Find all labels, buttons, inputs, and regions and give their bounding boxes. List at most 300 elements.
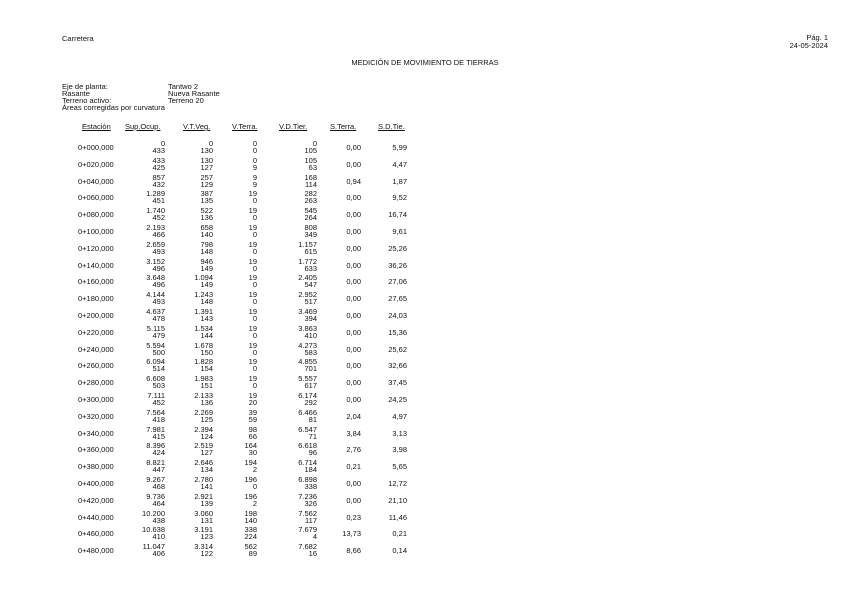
- station-cell: 0+020,000: [78, 159, 114, 169]
- v-d-tier-cell: 105: [304, 155, 317, 165]
- s-terra-cell: 0,00: [346, 327, 361, 337]
- v-t-veg-cell: 3.060: [194, 508, 213, 518]
- station-cell: 0+440,000: [78, 512, 114, 522]
- v-terra-cell: 39: [248, 407, 257, 417]
- table-row: [62, 426, 412, 442]
- table-row: [62, 493, 412, 509]
- v-terra-cell: 19: [248, 273, 257, 283]
- table-row: [62, 342, 412, 358]
- sup-ocup-cell: 9.267: [146, 475, 165, 484]
- v-d-tier-partial-cell: 114: [305, 179, 317, 189]
- sup-ocup-cell: 3.648: [146, 273, 165, 283]
- v-terra-cell: 196: [244, 475, 257, 484]
- sup-ocup-cell: 2.659: [146, 239, 165, 249]
- v-d-tier-cell: 168: [304, 172, 317, 182]
- station-cell: 0+040,000: [78, 176, 114, 186]
- v-terra-partial-cell: 0: [252, 347, 257, 357]
- column-header-v-d-tier: V.D.Tier.: [279, 122, 308, 131]
- v-d-tier-partial-cell: 633: [304, 263, 317, 273]
- sup-ocup-partial-cell: 418: [152, 414, 165, 424]
- v-d-tier-partial-cell: 701: [304, 364, 317, 374]
- v-t-veg-cell: 2.394: [194, 424, 213, 434]
- parameter-note: Áreas corregidas por curvatura: [62, 103, 165, 112]
- sup-ocup-partial-cell: 451: [152, 196, 165, 206]
- v-t-veg-cell: 946: [200, 256, 213, 266]
- sup-ocup-partial-cell: 424: [152, 448, 165, 458]
- v-d-tier-partial-cell: 264: [304, 213, 317, 223]
- v-terra-cell: 196: [244, 491, 257, 501]
- v-terra-cell: 19: [248, 307, 257, 316]
- v-terra-cell: 198: [244, 508, 257, 518]
- v-t-veg-cell: 2.269: [194, 407, 213, 417]
- v-d-tier-cell: 545: [304, 206, 317, 216]
- station-cell: 0+200,000: [78, 311, 114, 320]
- sup-ocup-cell: 4.637: [146, 307, 165, 316]
- v-d-tier-cell: 1.157: [298, 239, 317, 249]
- station-cell: 0+060,000: [78, 193, 114, 203]
- table-row: [62, 207, 412, 223]
- v-terra-cell: 338: [244, 525, 257, 535]
- v-t-veg-partial-cell: 149: [200, 280, 213, 290]
- v-terra-partial-cell: 0: [252, 196, 257, 206]
- v-d-tier-cell: 7.682: [298, 542, 317, 552]
- v-terra-partial-cell: 0: [252, 330, 257, 340]
- sup-ocup-cell: 5.115: [146, 323, 165, 333]
- sup-ocup-partial-cell: 433: [152, 146, 165, 155]
- v-t-veg-partial-cell: 148: [200, 297, 213, 307]
- v-d-tier-partial-cell: 105: [304, 146, 317, 155]
- sup-ocup-cell: 4.144: [146, 290, 165, 300]
- s-terra-cell: 0,00: [346, 210, 361, 220]
- v-d-tier-cell: 7.562: [298, 508, 317, 518]
- station-cell: 0+100,000: [78, 227, 114, 236]
- s-d-tie-cell: 3,98: [392, 445, 407, 455]
- v-d-tier-cell: 6.618: [298, 441, 317, 451]
- v-t-veg-cell: 1.983: [194, 374, 213, 384]
- v-d-tier-cell: 4.855: [298, 357, 317, 367]
- v-t-veg-partial-cell: 134: [200, 465, 213, 475]
- s-d-tie-cell: 5,99: [392, 143, 407, 152]
- v-t-veg-partial-cell: 151: [200, 381, 213, 391]
- station-cell: 0+320,000: [78, 411, 114, 421]
- v-t-veg-cell: 1.534: [194, 323, 213, 333]
- v-t-veg-cell: 2.646: [194, 458, 213, 468]
- v-terra-partial-cell: 0: [252, 381, 257, 391]
- v-terra-cell: 0: [252, 139, 257, 148]
- v-t-veg-partial-cell: 130: [200, 146, 213, 155]
- s-d-tie-cell: 27,06: [388, 277, 407, 287]
- sup-ocup-cell: 9.736: [146, 491, 165, 501]
- v-d-tier-partial-cell: 4: [312, 532, 317, 542]
- sup-ocup-cell: 11.047: [142, 542, 165, 552]
- s-d-tie-cell: 21,10: [388, 495, 407, 505]
- v-t-veg-partial-cell: 149: [200, 263, 213, 273]
- table-row: [62, 274, 412, 290]
- v-t-veg-cell: 387: [200, 189, 213, 199]
- sup-ocup-partial-cell: 432: [152, 179, 165, 189]
- v-t-veg-partial-cell: 125: [200, 414, 213, 424]
- v-t-veg-cell: 658: [200, 223, 213, 232]
- s-d-tie-cell: 16,74: [388, 210, 407, 220]
- v-d-tier-partial-cell: 63: [308, 162, 317, 172]
- v-d-tier-partial-cell: 338: [304, 482, 317, 491]
- v-terra-partial-cell: 140: [244, 515, 257, 525]
- s-d-tie-cell: 1,87: [392, 176, 407, 186]
- v-d-tier-partial-cell: 615: [304, 246, 317, 256]
- v-t-veg-cell: 798: [200, 239, 213, 249]
- table-row: [62, 392, 412, 408]
- v-d-tier-cell: 6.174: [298, 391, 317, 400]
- v-d-tier-cell: 1.772: [298, 256, 317, 266]
- v-t-veg-cell: 257: [200, 172, 213, 182]
- sup-ocup-cell: 10.200: [142, 508, 165, 518]
- sup-ocup-cell: 433: [152, 155, 165, 165]
- v-d-tier-cell: 6.714: [298, 458, 317, 468]
- parameter-value: Tantwo 2: [168, 82, 199, 91]
- v-t-veg-cell: 1.094: [194, 273, 213, 283]
- parameter-label: Terreno activo:: [62, 96, 112, 105]
- v-t-veg-cell: 1.828: [194, 357, 213, 367]
- table-row: [62, 140, 412, 156]
- v-terra-partial-cell: 9: [252, 179, 257, 189]
- v-d-tier-cell: 2.405: [298, 273, 317, 283]
- sup-ocup-partial-cell: 503: [152, 381, 165, 391]
- v-t-veg-cell: 2.133: [194, 391, 213, 400]
- column-header-s-d-tie: S.D.Tie.: [378, 122, 405, 131]
- v-d-tier-partial-cell: 349: [304, 230, 317, 239]
- s-terra-cell: 0,00: [346, 193, 361, 203]
- s-terra-cell: 0,00: [346, 294, 361, 304]
- page-number: Pág. 1: [806, 33, 828, 42]
- v-terra-partial-cell: 0: [252, 297, 257, 307]
- v-t-veg-partial-cell: 148: [200, 246, 213, 256]
- v-d-tier-cell: 6.466: [298, 407, 317, 417]
- s-d-tie-cell: 32,66: [388, 361, 407, 371]
- v-terra-cell: 19: [248, 239, 257, 249]
- v-terra-partial-cell: 20: [248, 398, 257, 407]
- v-t-veg-partial-cell: 135: [200, 196, 213, 206]
- v-d-tier-cell: 7.236: [298, 491, 317, 501]
- column-header-v-terra: V.Terra.: [232, 122, 258, 131]
- s-terra-cell: 0,00: [346, 243, 361, 253]
- station-cell: 0+280,000: [78, 378, 114, 388]
- v-t-veg-partial-cell: 150: [200, 347, 213, 357]
- sup-ocup-partial-cell: 514: [152, 364, 165, 374]
- v-d-tier-partial-cell: 517: [304, 297, 317, 307]
- v-terra-partial-cell: 0: [252, 263, 257, 273]
- v-d-tier-cell: 6.898: [298, 475, 317, 484]
- v-t-veg-partial-cell: 136: [200, 398, 213, 407]
- sup-ocup-cell: 8.821: [146, 458, 165, 468]
- v-d-tier-cell: 3.469: [298, 307, 317, 316]
- s-d-tie-cell: 24,03: [388, 311, 407, 320]
- s-terra-cell: 0,00: [346, 260, 361, 270]
- v-terra-cell: 19: [248, 290, 257, 300]
- v-d-tier-partial-cell: 117: [305, 515, 317, 525]
- sup-ocup-partial-cell: 438: [152, 515, 165, 525]
- sup-ocup-partial-cell: 496: [152, 280, 165, 290]
- sup-ocup-partial-cell: 410: [152, 532, 165, 542]
- s-terra-cell: 0,00: [346, 495, 361, 505]
- v-d-tier-partial-cell: 263: [304, 196, 317, 206]
- parameter-value: Nueva Rasante: [168, 89, 220, 98]
- parameter-label: Eje de planta:: [62, 82, 108, 91]
- s-d-tie-cell: 4,47: [392, 159, 407, 169]
- sup-ocup-partial-cell: 496: [152, 263, 165, 273]
- v-t-veg-cell: 1.243: [194, 290, 213, 300]
- report-date: 24-05-2024: [789, 41, 828, 50]
- v-t-veg-cell: 1.678: [194, 340, 213, 350]
- s-d-tie-cell: 4,97: [392, 411, 407, 421]
- v-d-tier-cell: 282: [304, 189, 317, 199]
- v-d-tier-partial-cell: 184: [304, 465, 317, 475]
- sup-ocup-partial-cell: 452: [152, 213, 165, 223]
- s-terra-cell: 8,66: [346, 546, 361, 556]
- s-d-tie-cell: 3,13: [392, 428, 407, 438]
- s-d-tie-cell: 5,65: [392, 462, 407, 472]
- station-cell: 0+360,000: [78, 445, 114, 455]
- v-t-veg-partial-cell: 122: [200, 549, 213, 559]
- v-terra-cell: 19: [248, 189, 257, 199]
- station-cell: 0+340,000: [78, 428, 114, 438]
- s-d-tie-cell: 24,25: [388, 395, 407, 404]
- s-terra-cell: 2,04: [346, 411, 361, 421]
- sup-ocup-partial-cell: 464: [152, 498, 165, 508]
- document-name: Carretera: [62, 34, 94, 43]
- table-row: [62, 476, 412, 492]
- v-t-veg-partial-cell: 129: [200, 179, 213, 189]
- column-header-v-t-veg: V.T.Veg.: [183, 122, 211, 131]
- sup-ocup-partial-cell: 452: [152, 398, 165, 407]
- v-terra-cell: 19: [248, 374, 257, 384]
- v-d-tier-cell: 5.557: [298, 374, 317, 384]
- table-row: [62, 241, 412, 257]
- v-terra-cell: 19: [248, 256, 257, 266]
- v-terra-partial-cell: 0: [252, 314, 257, 323]
- v-t-veg-partial-cell: 124: [200, 431, 213, 441]
- sup-ocup-cell: 1.740: [146, 206, 165, 216]
- station-cell: 0+120,000: [78, 243, 114, 253]
- v-terra-partial-cell: 66: [248, 431, 257, 441]
- sup-ocup-cell: 7.111: [147, 391, 165, 400]
- table-row: [62, 190, 412, 206]
- v-terra-cell: 98: [248, 424, 257, 434]
- sup-ocup-partial-cell: 500: [152, 347, 165, 357]
- sup-ocup-partial-cell: 478: [152, 314, 165, 323]
- table-row: [62, 442, 412, 458]
- v-t-veg-partial-cell: 140: [200, 230, 213, 239]
- v-d-tier-cell: 6.547: [298, 424, 317, 434]
- v-d-tier-partial-cell: 96: [308, 448, 317, 458]
- sup-ocup-cell: 3.152: [146, 256, 165, 266]
- station-cell: 0+180,000: [78, 294, 114, 304]
- v-d-tier-cell: 2.952: [298, 290, 317, 300]
- v-terra-partial-cell: 30: [248, 448, 257, 458]
- sup-ocup-partial-cell: 493: [152, 297, 165, 307]
- v-terra-partial-cell: 2: [252, 498, 257, 508]
- v-terra-partial-cell: 0: [252, 482, 257, 491]
- s-d-tie-cell: 0,14: [392, 546, 407, 556]
- s-terra-cell: 0,94: [346, 176, 361, 186]
- v-t-veg-partial-cell: 141: [200, 482, 213, 491]
- table-row: [62, 157, 412, 173]
- s-d-tie-cell: 25,62: [388, 344, 407, 354]
- s-terra-cell: 0,00: [346, 311, 361, 320]
- s-d-tie-cell: 12,72: [388, 479, 407, 488]
- s-d-tie-cell: 15,36: [388, 327, 407, 337]
- s-d-tie-cell: 11,46: [388, 512, 407, 522]
- v-t-veg-partial-cell: 139: [200, 498, 213, 508]
- s-terra-cell: 0,00: [346, 143, 361, 152]
- v-terra-cell: 19: [248, 323, 257, 333]
- sup-ocup-cell: 7.981: [146, 424, 165, 434]
- v-t-veg-partial-cell: 154: [200, 364, 213, 374]
- v-d-tier-partial-cell: 292: [304, 398, 317, 407]
- station-cell: 0+000,000: [78, 143, 114, 152]
- v-terra-partial-cell: 9: [252, 162, 257, 172]
- sup-ocup-cell: 6.094: [146, 357, 165, 367]
- sup-ocup-cell: 8.396: [146, 441, 165, 451]
- sup-ocup-cell: 2.193: [146, 223, 165, 232]
- sup-ocup-cell: 1.289: [146, 189, 165, 199]
- v-t-veg-partial-cell: 123: [200, 532, 213, 542]
- s-d-tie-cell: 9,52: [392, 193, 407, 203]
- report-parameters: [62, 83, 220, 111]
- v-d-tier-cell: 808: [304, 223, 317, 232]
- table-row: [62, 375, 412, 391]
- s-terra-cell: 0,00: [346, 227, 361, 236]
- v-t-veg-cell: 0: [208, 139, 213, 148]
- s-d-tie-cell: 27,65: [388, 294, 407, 304]
- v-d-tier-cell: 7.679: [298, 525, 317, 535]
- v-d-tier-partial-cell: 617: [304, 381, 317, 391]
- s-terra-cell: 0,00: [346, 479, 361, 488]
- sup-ocup-partial-cell: 447: [152, 465, 165, 475]
- sup-ocup-cell: 0: [160, 139, 165, 148]
- v-t-veg-partial-cell: 127: [200, 162, 213, 172]
- v-terra-partial-cell: 2: [252, 465, 257, 475]
- v-terra-cell: 562: [244, 542, 257, 552]
- table-row: [62, 543, 412, 559]
- v-t-veg-cell: 3.314: [194, 542, 213, 552]
- v-t-veg-partial-cell: 136: [200, 213, 213, 223]
- station-cell: 0+460,000: [78, 529, 114, 539]
- station-cell: 0+080,000: [78, 210, 114, 220]
- v-terra-partial-cell: 224: [244, 532, 257, 542]
- s-terra-cell: 0,00: [346, 277, 361, 287]
- parameter-label: Rasante: [62, 89, 90, 98]
- v-terra-cell: 194: [244, 458, 257, 468]
- sup-ocup-partial-cell: 466: [152, 230, 165, 239]
- table-row: [62, 358, 412, 374]
- station-cell: 0+300,000: [78, 395, 114, 404]
- station-cell: 0+420,000: [78, 495, 114, 505]
- v-t-veg-partial-cell: 144: [200, 330, 213, 340]
- sup-ocup-partial-cell: 479: [152, 330, 165, 340]
- v-terra-partial-cell: 0: [252, 280, 257, 290]
- table-row: [62, 258, 412, 274]
- s-d-tie-cell: 37,45: [388, 378, 407, 388]
- station-cell: 0+160,000: [78, 277, 114, 287]
- v-t-veg-partial-cell: 127: [200, 448, 213, 458]
- s-terra-cell: 0,00: [346, 378, 361, 388]
- v-d-tier-cell: 3.863: [298, 323, 317, 333]
- v-terra-cell: 19: [248, 357, 257, 367]
- v-d-tier-partial-cell: 583: [304, 347, 317, 357]
- table-row: [62, 409, 412, 425]
- s-terra-cell: 13,73: [342, 529, 361, 539]
- sup-ocup-cell: 5.594: [146, 340, 165, 350]
- v-t-veg-partial-cell: 131: [200, 515, 213, 525]
- sup-ocup-cell: 6.608: [146, 374, 165, 384]
- v-d-tier-partial-cell: 410: [304, 330, 317, 340]
- s-terra-cell: 0,00: [346, 361, 361, 371]
- table-row: [62, 526, 412, 542]
- s-terra-cell: 0,21: [346, 462, 361, 472]
- v-terra-cell: 19: [248, 223, 257, 232]
- v-t-veg-partial-cell: 143: [200, 314, 213, 323]
- sup-ocup-cell: 10.638: [142, 525, 165, 535]
- s-terra-cell: 2,76: [346, 445, 361, 455]
- column-header-s-terra: S.Terra.: [330, 122, 357, 131]
- s-d-tie-cell: 0,21: [392, 529, 407, 539]
- column-header-sup-ocup: Sup.Ocup.: [125, 122, 161, 131]
- sup-ocup-partial-cell: 406: [152, 549, 165, 559]
- station-cell: 0+380,000: [78, 462, 114, 472]
- sup-ocup-partial-cell: 493: [152, 246, 165, 256]
- station-cell: 0+260,000: [78, 361, 114, 371]
- s-terra-cell: 0,00: [346, 159, 361, 169]
- s-terra-cell: 0,23: [346, 512, 361, 522]
- v-t-veg-cell: 3.191: [194, 525, 213, 535]
- table-row: [62, 510, 412, 526]
- sup-ocup-partial-cell: 468: [152, 482, 165, 491]
- v-t-veg-cell: 2.519: [194, 441, 213, 451]
- sup-ocup-partial-cell: 425: [152, 162, 165, 172]
- v-t-veg-cell: 1.391: [194, 307, 213, 316]
- v-terra-partial-cell: 0: [252, 246, 257, 256]
- s-terra-cell: 0,00: [346, 344, 361, 354]
- v-t-veg-cell: 130: [200, 155, 213, 165]
- station-cell: 0+220,000: [78, 327, 114, 337]
- v-d-tier-partial-cell: 81: [308, 414, 317, 424]
- s-d-tie-cell: 9,61: [392, 227, 407, 236]
- table-row: [62, 224, 412, 240]
- parameter-value: Terreno 20: [168, 96, 204, 105]
- table-row: [62, 459, 412, 475]
- v-terra-cell: 0: [252, 155, 257, 165]
- station-cell: 0+400,000: [78, 479, 114, 488]
- v-terra-partial-cell: 0: [252, 146, 257, 155]
- station-cell: 0+480,000: [78, 546, 114, 556]
- v-terra-cell: 19: [248, 340, 257, 350]
- station-cell: 0+140,000: [78, 260, 114, 270]
- s-d-tie-cell: 25,26: [388, 243, 407, 253]
- v-d-tier-partial-cell: 394: [304, 314, 317, 323]
- v-t-veg-cell: 2.780: [194, 475, 213, 484]
- v-d-tier-cell: 0: [312, 139, 317, 148]
- v-terra-cell: 19: [248, 391, 257, 400]
- v-terra-partial-cell: 0: [252, 213, 257, 223]
- v-d-tier-partial-cell: 326: [304, 498, 317, 508]
- table-row: [62, 325, 412, 341]
- sup-ocup-cell: 857: [152, 172, 165, 182]
- s-terra-cell: 3,84: [346, 428, 361, 438]
- sup-ocup-cell: 7.564: [146, 407, 165, 417]
- v-t-veg-cell: 2.921: [194, 491, 213, 501]
- v-d-tier-partial-cell: 547: [304, 280, 317, 290]
- v-terra-cell: 19: [248, 206, 257, 216]
